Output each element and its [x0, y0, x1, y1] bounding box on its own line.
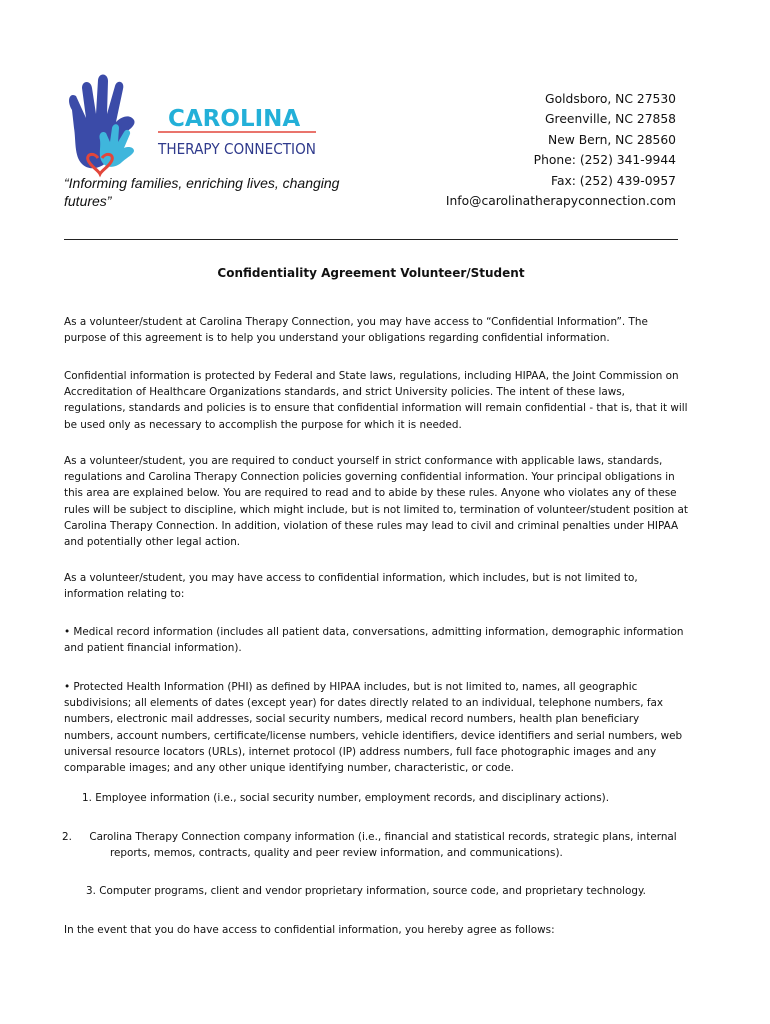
bullet-phi: • Protected Health Information (PHI) as defined by HIPAA includes, but is not limited to, names, all geographic subdivisions; all elements of dates (except year) for dates directly related to an individual, telephone numbers, fax numbers, electronic mail addresses, social security numbers, medical record numbers, health plan beneficiary numbers, account numbers, certificate/license numbers, vehicle identifiers, device identifiers and serial numbers, web universal resource locators (URLs), internet protocol (IP) address numbers, full face photographic images and any comparable images; and any other unique identifying number, characteristic, or code.: [64, 681, 683, 775]
carolina-therapy-connection-logo: [60, 70, 330, 180]
fax-line: Fax: (252) 439-0957: [551, 173, 676, 188]
address-line: New Bern, NC 28560: [548, 132, 676, 147]
item-number: 3.: [86, 885, 96, 897]
item-text: Computer programs, client and vendor proprietary information, source code, and proprietary technology.: [99, 885, 646, 897]
paragraph-intro: As a volunteer/student at Carolina Therapy Connection, you may have access to “Confidential Information”. The purpose of this agreement is to help you understand your obligations regarding confidential information.: [64, 316, 648, 345]
address-line: Goldsboro, NC 27530: [545, 92, 676, 106]
document-title: Confidentiality Agreement Volunteer/Student: [217, 266, 525, 280]
header-divider: [64, 239, 678, 240]
logo-brand-top: CAROLINA: [168, 106, 301, 132]
item-text: Employee information (i.e., social security number, employment records, and disciplinary actions).: [95, 792, 610, 804]
contact-block: [446, 89, 676, 211]
tagline: “Informing families, enriching lives, changing futures”: [64, 175, 340, 209]
phone-line: Phone: (252) 341-9944: [533, 153, 676, 168]
paragraph-closing: In the event that you do have access to confidential information, you hereby agree as follows:: [64, 924, 555, 936]
bullet-medical-record: • Medical record information (includes all patient data, conversations, admitting information, demographic information and patient financial information).: [64, 626, 684, 655]
email-line: Info@carolinatherapyconnection.com: [445, 194, 676, 209]
item-text: Carolina Therapy Connection company information (i.e., financial and statistical records, strategic plans, internal reports, memos, contracts, quality and peer review information, and communications).: [89, 831, 677, 860]
paragraph-access: As a volunteer/student, you may have access to confidential information, which includes, but is not limited to, information relating to:: [64, 572, 638, 601]
paragraph-obligations: As a volunteer/student, you are required to conduct yourself in strict conformance with applicable laws, standards, regulations and Carolina Therapy Connection policies governing confidential information. Your principal obligations in this area are explained below. You are required to read and to abide by these rules. Anyone who violates any of these rules will be subject to discipline, which might include, but is not limited to, termination of volunteer/student position at Carolina Therapy Connection. In addition, violation of these rules may lead to civil and criminal penalties under HIPAA and potentially other legal action.: [64, 455, 688, 549]
logo-brand-bottom: THERAPY CONNECTION: [157, 140, 316, 158]
item-number: 1.: [82, 792, 92, 804]
numbered-item-computer: [86, 883, 686, 899]
numbered-item-company: 2. Carolina Therapy Connection company information (i.e., financial and statistical records, strategic plans, internal reports, memos, contracts, quality and peer review information, and communications).: [62, 831, 677, 860]
address-line: Greenville, NC 27858: [545, 112, 676, 127]
hand-icon: [69, 74, 134, 168]
paragraph-laws: Confidential information is protected by Federal and State laws, regulations, including HIPAA, the Joint Commission on Accreditation of Healthcare Organizations standards, and strict University policies. The intent of these laws, regulations, standards and policies is to ensure that confidential information will remain confidential - that is, that it will be used only as necessary to accomplish the purpose for which it is needed.: [64, 370, 688, 431]
numbered-item-employee: [82, 790, 682, 806]
